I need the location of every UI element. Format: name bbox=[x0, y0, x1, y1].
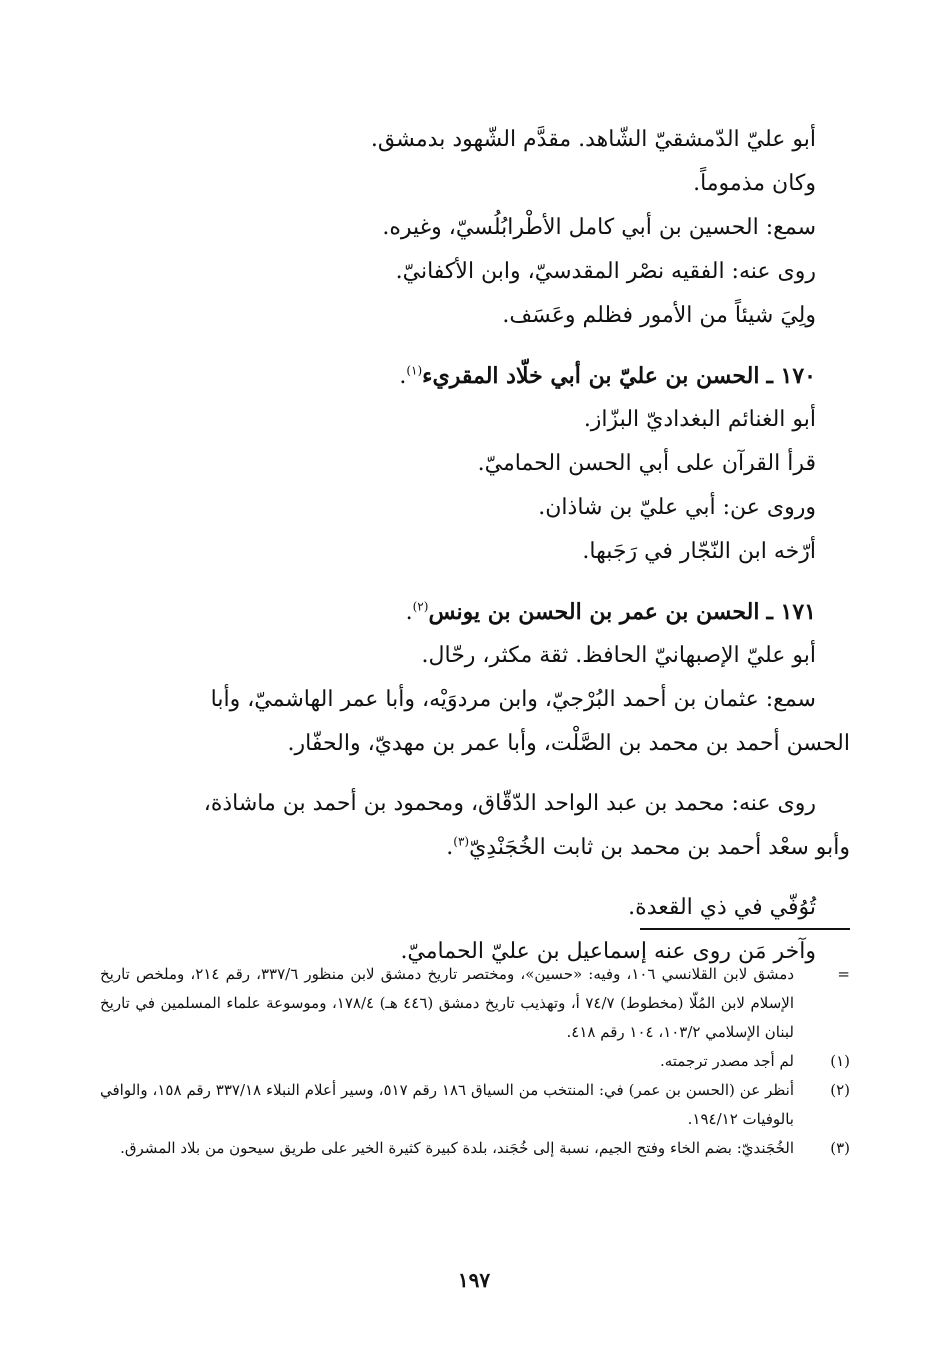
text-line: روى عنه: الفقيه نصْر المقدسيّ، وابن الأكفانيّ. bbox=[395, 259, 816, 284]
text-line: ولِيَ شيئاً من الأمور فظلم وعَسَف. bbox=[502, 303, 816, 328]
page-number: ١٩٧ bbox=[457, 1268, 491, 1292]
footnote-2 bbox=[100, 1076, 850, 1134]
text-line: أبو عليّ الدّمشقيّ الشّاهد. مقدَّم الشّهود بدمشق. bbox=[370, 127, 816, 152]
text-line: سمع: عثمان بن أحمد البُرْجيّ، وابن مردوَيْه، وأبا عمر الهاشميّ، وأبا bbox=[210, 687, 816, 712]
footnote-mark: (١) bbox=[830, 1052, 850, 1070]
footnote-text: لم أجد مصدر ترجمته. bbox=[659, 1052, 794, 1070]
heading-end: . bbox=[399, 364, 407, 389]
main-text bbox=[100, 118, 850, 974]
footnote-ref: (٣) bbox=[453, 834, 470, 849]
text-line bbox=[100, 826, 850, 870]
text-line: وكان مذموماً. bbox=[693, 171, 816, 196]
footnote-text: الخُجَنديّ: بضم الخاء وفتح الجيم، نسبة إلى خُجَند، بلدة كبيرة كثيرة الخير على طريق سيحون من بلاد المشرق. bbox=[120, 1139, 794, 1157]
text-line: أبو الغنائم البغداديّ البزّاز. bbox=[583, 407, 816, 432]
footnote-mark: (٢) bbox=[830, 1081, 850, 1099]
text-line: روى عنه: محمد بن عبد الواحد الدّقّاق، ومحمود بن أحمد بن ماشاذة، bbox=[203, 791, 816, 816]
text-line: سمع: الحسين بن أبي كامل الأطْرابُلُسيّ، وغيره. bbox=[382, 215, 816, 240]
entry-name: الحسن بن عمر بن الحسن بن يونس bbox=[428, 599, 760, 625]
entry-170-heading bbox=[100, 354, 850, 398]
footnote-divider bbox=[640, 928, 850, 930]
footnote-continued bbox=[100, 960, 850, 1047]
text-line: أبو عليّ الإصبهانيّ الحافظ. ثقة مكثر، رحّال. bbox=[421, 643, 816, 668]
text-segment: وأبو سعْد أحمد بن محمد بن ثابت الخُجَنْدِيّ bbox=[469, 835, 850, 860]
heading-end: . bbox=[405, 600, 413, 625]
footnote-mark: (٣) bbox=[830, 1139, 850, 1157]
footnote-text: أنظر عن (الحسن بن عمر) في: المنتخب من السياق ١٨٦ رقم ٥١٧، وسير أعلام النبلاء ٣٣٧/١٨ رقم ١٥٨، والوافي بالوفيات ١٩٤/١٢. bbox=[100, 1081, 795, 1128]
footnote-1 bbox=[100, 1047, 850, 1076]
entry-name: الحسن بن عليّ بن أبي خلّاد المقريء bbox=[422, 363, 760, 389]
footnotes bbox=[100, 960, 850, 1163]
text-line: قرأ القرآن على أبي الحسن الحماميّ. bbox=[477, 451, 816, 476]
text-line: الحسن أحمد بن محمد بن الصَّلْت، وأبا عمر بن مهديّ، والحفّار. bbox=[287, 731, 850, 756]
line-end: . bbox=[446, 835, 454, 860]
footnote-mark: = bbox=[837, 965, 850, 983]
footnote-ref: (١) bbox=[406, 363, 423, 378]
text-line: وروى عن: أبي عليّ بن شاذان. bbox=[538, 495, 816, 520]
footnote-3 bbox=[100, 1134, 850, 1163]
text-line: أرّخه ابن النّجّار في رَجَبها. bbox=[582, 539, 816, 564]
entry-171-heading bbox=[100, 590, 850, 634]
footnote-ref: (٢) bbox=[412, 599, 429, 614]
text-line: تُوُفّي في ذي القعدة. bbox=[628, 895, 816, 920]
footnote-text: دمشق لابن القلانسي ١٠٦، وفيه: «حسين»، ومختصر تاريخ دمشق لابن منظور ٣٣٧/٦، رقم ٢١٤، وملخص تاريخ الإسلام لابن المُلّا (مخطوط) ٧٤/٧ أ، وتهذيب تاريخ دمشق (٤٤٦ هـ) ١٧٨/٤، وموسوعة علماء المسلمين في تاريخ لبنان الإسلامي ١٠٣/٢، ١٠٤ رقم ٤١٨. bbox=[100, 965, 794, 1041]
entry-number: ١٧٠ ـ bbox=[766, 363, 816, 389]
entry-number: ١٧١ ـ bbox=[766, 599, 816, 625]
text-line: وآخر مَن روى عنه إسماعيل بن عليّ الحماميّ. bbox=[400, 939, 816, 964]
